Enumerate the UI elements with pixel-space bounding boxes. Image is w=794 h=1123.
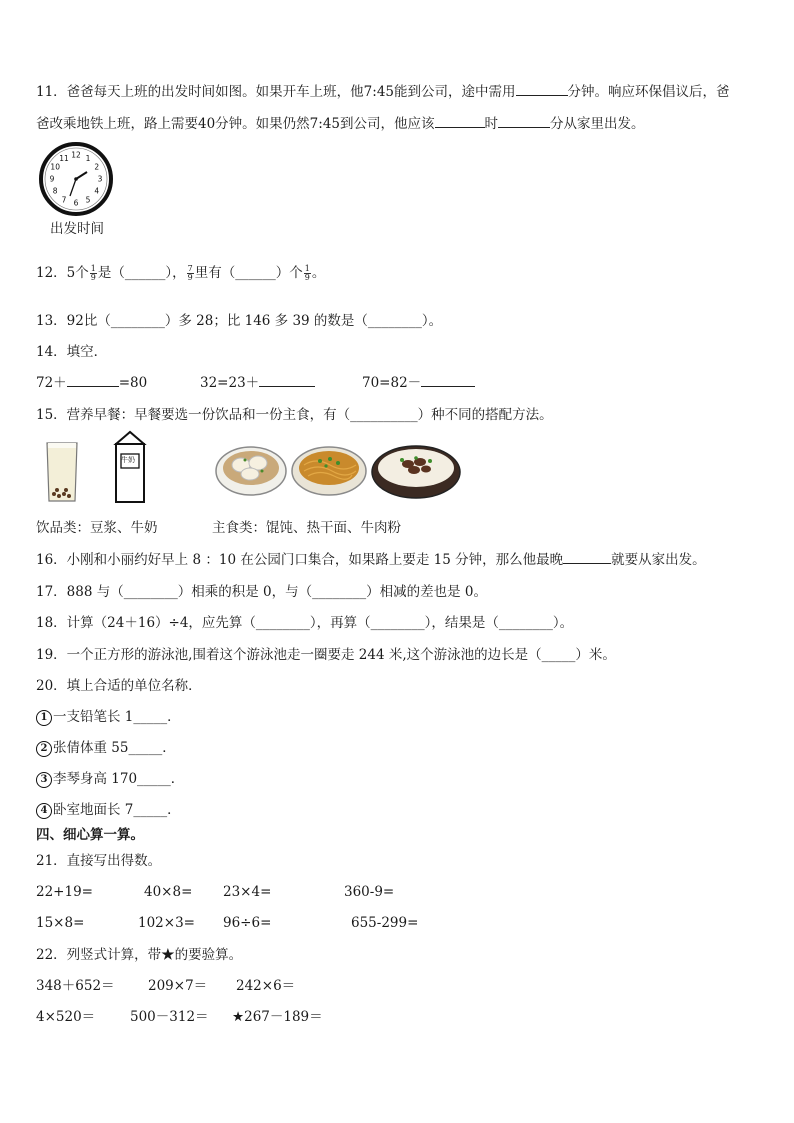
q15-drinks: 饮品类：豆浆、牛奶 xyxy=(36,520,158,536)
clock-number: 8 xyxy=(52,186,58,196)
clock-number: 3 xyxy=(97,174,103,184)
q14-title: 14．填空． xyxy=(36,344,108,360)
clock-image xyxy=(38,141,114,217)
q22-title: 22．列竖式计算，带★的要验算。 xyxy=(36,947,243,963)
q11-line1: 11．爸爸每天上班的出发时间如图。如果开车上班，他7:45能到公司，途中需用 分钟。响应环保倡议后，爸 xyxy=(36,84,730,100)
clock-number: 6 xyxy=(73,198,79,208)
q12-line: 12．5个 $\frac{1}{9}$ 是（______）， $\frac{7}{9}$ 里有（______）个 $\frac{1}{9}$ 。 xyxy=(36,264,326,282)
fraction-one-ninth: $\frac{1}{9}$ xyxy=(90,264,96,282)
section-heading: 四、细心算一算。 xyxy=(36,827,144,843)
q11-blank-minute[interactable] xyxy=(498,115,550,128)
q17-line: 17．888 与（________）相乘的积是 0，与（________）相减的差也是 0。 xyxy=(36,584,487,600)
q20-item: 3 李琴身高 170_____． xyxy=(36,770,184,788)
q21-item: 22+19= xyxy=(36,884,93,900)
q21-item: 655-299= xyxy=(351,915,419,931)
q22-item: 209×7＝ xyxy=(148,978,208,994)
q20-title: 20．填上合适的单位名称． xyxy=(36,678,202,694)
q14-expr-2: 32=23＋ xyxy=(200,374,315,392)
q22-item: ★267－189＝ xyxy=(232,1009,323,1025)
clock-number: 11 xyxy=(59,153,69,163)
circled-number: 2 xyxy=(36,741,52,757)
q21-item: 360-9= xyxy=(344,884,395,900)
q11-blank-hour[interactable] xyxy=(435,115,485,128)
q15-foods: 主食类：馄饨、热干面、牛肉粉 xyxy=(212,520,401,536)
q18-line: 18．计算（24＋16）÷4，应先算（________），再算（________），结果是（________）。 xyxy=(36,615,574,631)
q21-item: 40×8= xyxy=(144,884,193,900)
clock-number: 4 xyxy=(94,186,100,196)
q21-item: 96÷6= xyxy=(223,915,272,931)
clock-number: 12 xyxy=(71,150,81,160)
circled-number: 4 xyxy=(36,803,52,819)
q13-line: 13．92比（________）多 28；比 146 多 39 的数是（________）。 xyxy=(36,313,443,329)
q21-item: 15×8= xyxy=(36,915,85,931)
clock-number: 1 xyxy=(85,153,91,163)
circled-number: 3 xyxy=(36,772,52,788)
q11-line2: 爸改乘地铁上班，路上需要40分钟。如果仍然7:45到公司，他应该 时 分从家里出发。 xyxy=(36,116,645,132)
soymilk-glass-image xyxy=(44,440,80,504)
clock-number: 5 xyxy=(85,195,91,205)
q16-line: 16．小刚和小丽约好早上 8 ：10 在公园门口集合，如果路上要走 15 分钟，那么他最晚 就要从家出发。 xyxy=(36,552,706,568)
hot-dry-noodles-bowl-image xyxy=(290,441,368,499)
circled-number: 1 xyxy=(36,710,52,726)
clock-number: 7 xyxy=(61,195,67,205)
q14-blank-2[interactable] xyxy=(259,374,315,387)
q16-blank[interactable] xyxy=(563,551,611,564)
q22-item: 348＋652＝ xyxy=(36,978,115,994)
q21-title: 21．直接写出得数。 xyxy=(36,853,162,869)
q14-expr-3: 70=82－ xyxy=(362,374,475,392)
q22-item: 4×520＝ xyxy=(36,1009,96,1025)
q20-item: 1 一支铅笔长 1_____． xyxy=(36,708,181,726)
q11-blank-minutes[interactable] xyxy=(516,83,568,96)
q20-item: 2 张倩体重 55_____． xyxy=(36,739,176,757)
beef-noodles-bowl-image xyxy=(370,438,462,500)
q14-blank-1[interactable] xyxy=(67,374,119,387)
clock-caption: 出发时间 xyxy=(50,221,104,237)
q15-text: 15．营养早餐：早餐要选一份饮品和一份主食，有（__________）种不同的搭配方法。 xyxy=(36,407,553,423)
q21-item: 102×3= xyxy=(138,915,195,931)
q20-item: 4 卧室地面长 7_____． xyxy=(36,801,181,819)
q21-item: 23×4= xyxy=(223,884,272,900)
q14-exprs: 72＋ =80 xyxy=(36,375,148,391)
fraction-one-ninth: $\frac{1}{9}$ xyxy=(304,264,310,282)
clock-number: 2 xyxy=(94,162,100,172)
fraction-seven-ninths: $\frac{7}{9}$ xyxy=(187,264,193,282)
q19-line: 19．一个正方形的游泳池,围着这个游泳池走一圈要走 244 米,这个游泳池的边长是（_____）米。 xyxy=(36,647,616,663)
wonton-bowl-image xyxy=(214,441,288,499)
clock-number: 9 xyxy=(49,174,55,184)
clock-number: 10 xyxy=(50,162,60,172)
q14-blank-3[interactable] xyxy=(421,374,475,387)
q22-item: 500－312＝ xyxy=(130,1009,209,1025)
milk-carton-image xyxy=(110,430,150,504)
milk-carton-label: 牛奶 xyxy=(121,456,135,464)
q22-item: 242×6＝ xyxy=(236,978,296,994)
